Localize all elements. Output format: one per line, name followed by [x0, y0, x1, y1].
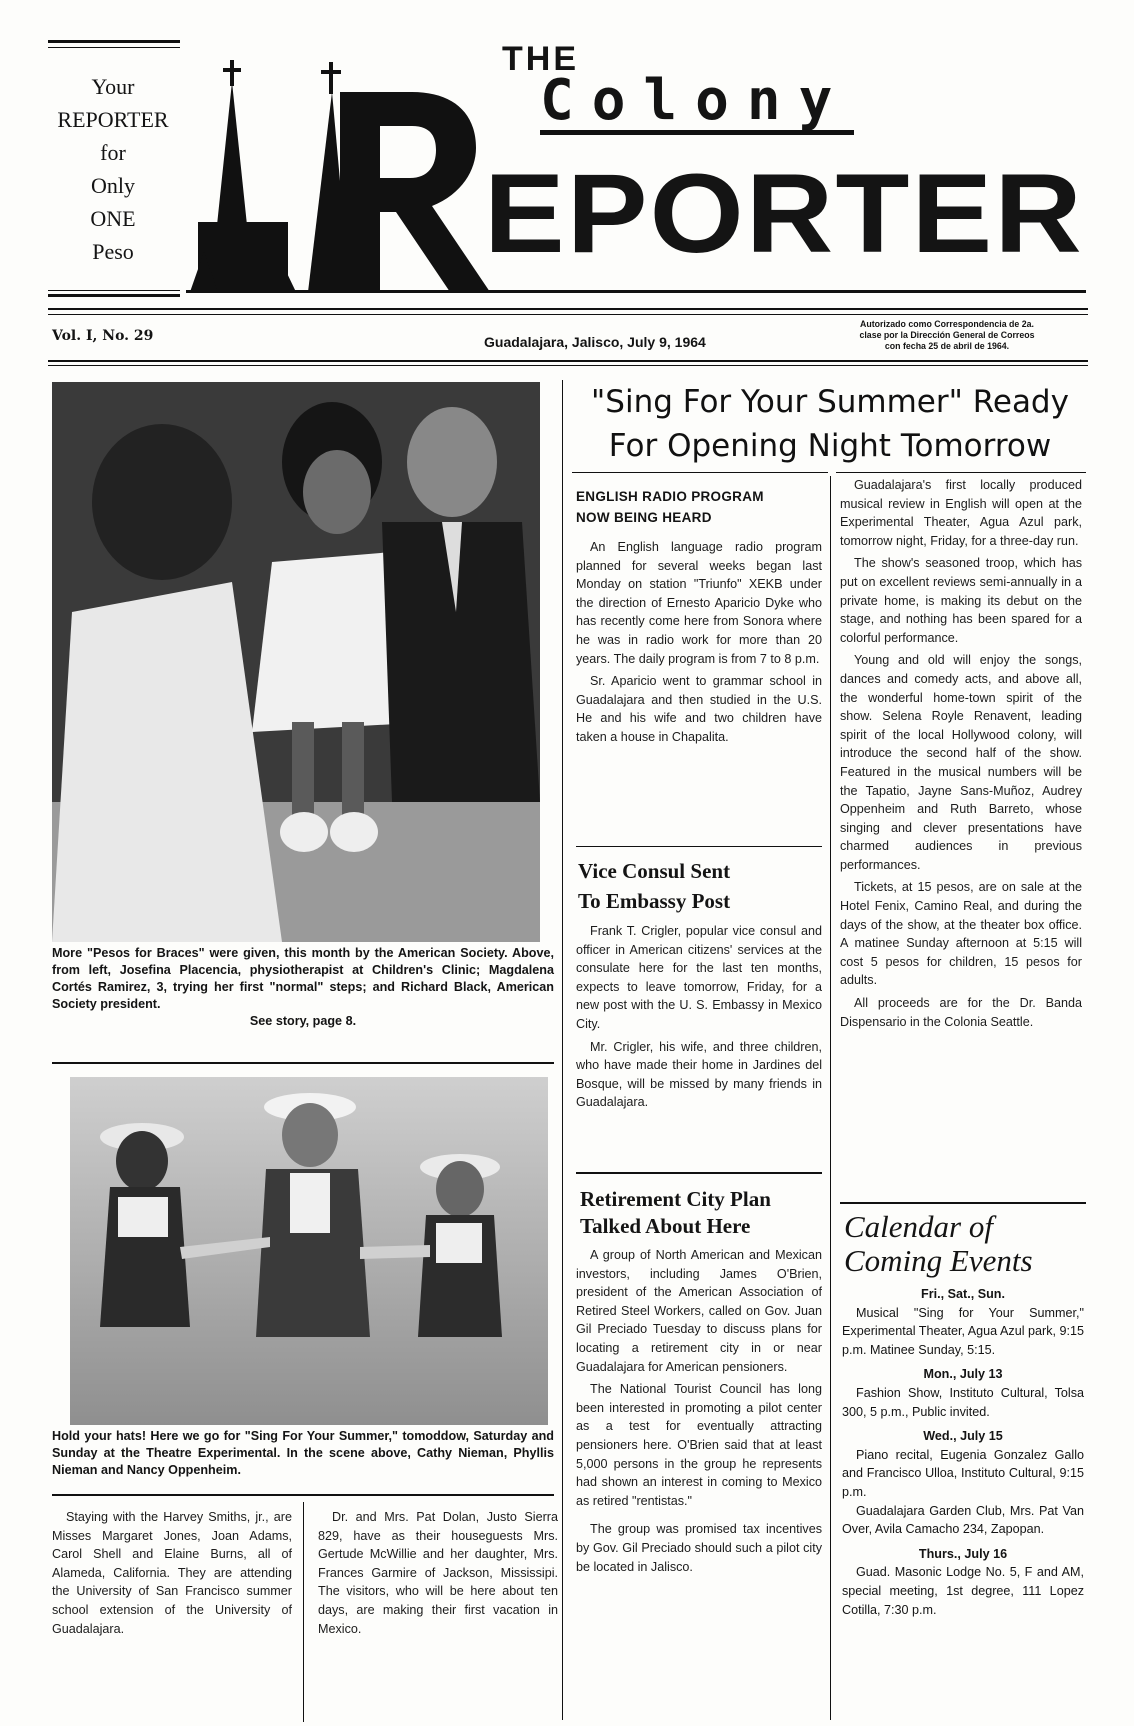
calendar-entry: Thurs., July 16 Guad. Masonic Lodge No. 5, F and AM, special meeting, 1st degree, 111 Lopez Cotilla, 7:30 p.m.	[842, 1546, 1084, 1617]
calendar-title: Calendar of Coming Events	[844, 1209, 1033, 1278]
promo-line: Your	[91, 74, 135, 99]
photo-pesos-for-braces	[52, 382, 540, 942]
promo-line: for	[100, 140, 126, 165]
photo2-caption: Hold your hats! Here we go for "Sing For Your Summer," tomoddow, Saturday and Sunday at the Theatre Experimental. In the scene above, Cathy Nieman, Phyllis Nieman and Nancy Oppenheim.	[52, 1429, 554, 1477]
promo-line: Only	[91, 173, 135, 198]
sing-story-body: Guadalajara's first locally produced musical review in English will open at the Experimental Theater, Agua Azul park, tomorrow night, Friday, for a three-day run. The show's seasoned troop, which has put on excellent reviews semi-annually in a private home, is making its debut on the stage, and nothing has been spared for a colorful performance. Young and old will enjoy the songs, dances and comedy acts, and above all, the wonderful home-town spirit of the show. Selena Royle Renavent, leading spirit of the local Hollywood colony, will introduce the second half of the show. Featured in the musical numbers will be the Tapatio, Jayne Sans-Muñoz, Audrey Oppenheim and Ruth Barreto, whose singing and clever presentations have charmed audiences in previous performances. Tickets, at 15 pesos, are on sale at the Hotel Fenix, Camino Real, and during the days of the show, at the theater box office. A matinee Sunday afternoon at 5:15 will cost 5 pesos for children, 15 pesos for adults. All proceeds are for the Dr. Banda Dispensario in the Colonia Seattle.	[840, 478, 1082, 1029]
calendar-entry: Fri., Sat., Sun. Musical "Sing for Your Summer," Experimental Theater, Agua Azul park, 9:15 p.m. Matinee Sunday, 5:15.	[842, 1287, 1084, 1357]
volume-number: Vol. I, No. 29	[52, 328, 154, 344]
social-note-smiths: Staying with the Harvey Smiths, jr., are Misses Margaret Jones, Joan Adams, Carol Shell and Elaine Burns, all of Alameda, California. They are attending the University of San Francisco summer school extension of the University of Guadalajara.	[52, 1510, 292, 1636]
social-note-dolans: Dr. and Mrs. Pat Dolan, Justo Sierra 829, have as their houseguests Mrs. Gertude McWillie and her daughter, Mrs. Frances Garmire of Jackson, Mississipi. The visitors, who will be here about ten days, are making their first vacation in Mexico.	[318, 1510, 558, 1636]
masthead-logo-silhouette	[190, 52, 490, 297]
retirement-city-body: A group of North American and Mexican investors, including James O'Brien, president of the American Association of Retired Steel Workers, called on Gov. Juan Gil Preciado Tuesday to discuss plans for locating a retirement city in or near Guadalajara for American pensioners. The National Tourist Council has long been interested in promoting a pilot center as a test for eventually attracting pensioners here. O'Brien said that at least 5,000 persons in the group he represents had shown an interest in coming to Mexico as retired "rentistas." The group was promised tax incentives by Gov. Gil Preciado should such a pilot city be located in Jalisco.	[576, 1248, 822, 1574]
vice-consul-body: Frank T. Crigler, popular vice consul and officer in American citizens' services at the consulate here for the last ten months, expects to leave tomorrow, Friday, for a new post with the U. S. Embassy in Mexico City. Mr. Crigler, his wife, and three children, who have made their home in Jardines del Bosque, will be missed by many friends in Guadalajara.	[576, 924, 822, 1110]
photo-sing-for-your-summer	[70, 1077, 548, 1425]
promo-line: ONE	[90, 206, 136, 231]
title-the: THE	[502, 40, 579, 78]
promo-line: Peso	[92, 239, 134, 264]
photo1-caption: More "Pesos for Braces" were given, this month by the American Society. Above, from left, Josefina Placencia, physiotherapist at Children's Clinic; Magdalena Cortés Ramirez, 3, trying her first "normal" steps; and Richard Black, American Society president. See story, page 8.	[52, 946, 554, 1028]
title-colony: Colony	[540, 72, 854, 135]
photo1-figures	[52, 382, 540, 942]
vice-consul-headline: Vice Consul Sent To Embassy Post	[578, 859, 731, 913]
dateline: Guadalajara, Jalisco, July 9, 1964	[484, 334, 706, 350]
calendar-entry: Mon., July 13 Fashion Show, Instituto Cultural, Tolsa 300, 5 p.m., Public invited.	[842, 1367, 1084, 1419]
radio-story-headline: ENGLISH RADIO PROGRAM NOW BEING HEARD	[576, 489, 764, 525]
retirement-city-headline: Retirement City Plan Talked About Here	[580, 1187, 771, 1238]
promo-box	[48, 38, 178, 300]
calendar-entry: Guadalajara Garden Club, Mrs. Pat Van Over, Avila Camacho 234, Zapopan.	[842, 1503, 1084, 1537]
photo2-figures	[70, 1077, 548, 1425]
title-reporter: EPORTER	[484, 151, 1084, 276]
postal-authorization: Autorizado como Correspondencia de 2a. clase por la Dirección General de Correos con fecha 25 de abril de 1964.	[859, 319, 1035, 351]
calendar-list	[842, 1283, 1084, 1625]
calendar-entry: Wed., July 15 Piano recital, Eugenia Gonzalez Gallo and Francisco Ulloa, Instituto Cultural, 9:15 p.m.	[842, 1429, 1084, 1499]
main-headline: "Sing For Your Summer" Ready For Opening Night Tomorrow	[591, 384, 1069, 464]
promo-line: REPORTER	[57, 107, 169, 132]
radio-story-body: An English language radio program planned for several weeks began last Monday on station "Triunfo" XEKB under the direction of Ernesto Aparicio Dyke who has recently come here from Sonora where he was in radio work for more than 20 years. The daily program is from 7 to 8 p.m. Sr. Aparicio went to grammar school in Guadalajara and then studied in the U.S. He and his wife and two children have taken a house in Chapalita.	[576, 540, 822, 744]
